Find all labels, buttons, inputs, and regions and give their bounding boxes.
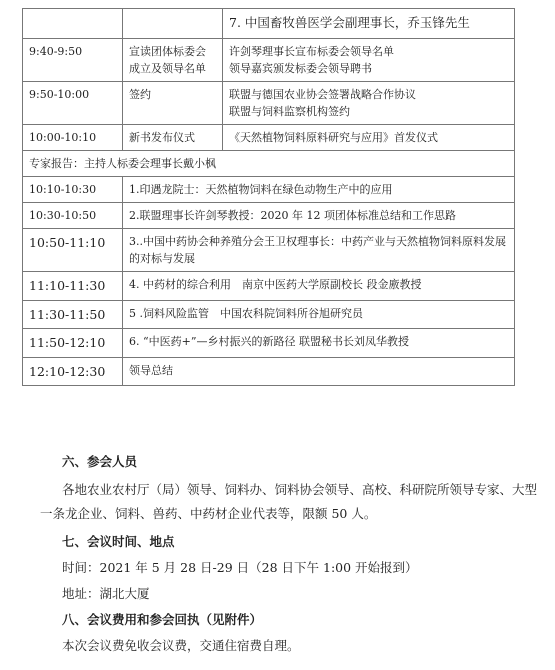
detail-cell: 5 .饲料风险监管 中国农科院饲料所谷旭研究员: [123, 300, 515, 328]
section-heading-time-place: 七、会议时间、地点: [62, 534, 175, 549]
schedule-table: [22, 8, 515, 386]
fees-text: 本次会议费免收会议费，交通住宿费自理。: [62, 638, 300, 653]
attendees-text: 各地农业农村厅（局）领导、饲料办、饲料协会领导、高校、科研院所领导专家、大型一条龙企业、饲料、兽药、中药材企业代表等，限额 50 人。: [40, 482, 538, 521]
detail-line: 许剑琴理事长宣布标委会领导名单: [229, 45, 394, 58]
detail-cell: 4. 中药材的综合利用 南京中医药大学原副校长 段金廒教授: [123, 272, 515, 300]
table-row: [23, 9, 515, 39]
time-cell: 10:10-10:30: [23, 177, 123, 203]
table-row: [23, 272, 515, 300]
section-header-cell: 专家报告：主持人标委会理事长戴小枫: [23, 151, 515, 177]
meeting-address: 地址：湖北大厦: [62, 586, 150, 601]
detail-cell: 3..中国中药协会种养殖分会王卫权理事长：中药产业与天然植物饲料原料发展的对标与发展: [123, 229, 515, 272]
time-cell: 11:10-11:30: [23, 272, 123, 300]
detail-cell: 2.联盟理事长许剑琴教授：2020 年 12 项团体标准总结和工作思路: [123, 203, 515, 229]
item-cell: 宣读团体标委会成立及领导名单: [123, 39, 223, 82]
detail-cell: [223, 39, 515, 82]
table-row: [23, 357, 515, 385]
detail-line: 7. 中国畜牧兽医学会副理事长，乔玉锋先生: [229, 15, 470, 30]
table-row: [23, 82, 515, 125]
meeting-time: 时间：2021 年 5 月 28 日-29 日（28 日下午 1:00 开始报到）: [62, 560, 418, 575]
detail-cell: 《天然植物饲料原料研究与应用》首发仪式: [223, 125, 515, 151]
detail-cell: [223, 82, 515, 125]
time-cell: 10:50-11:10: [23, 229, 123, 272]
table-row: [23, 329, 515, 357]
table-row: [23, 125, 515, 151]
table-row: [23, 151, 515, 177]
detail-cell: [223, 9, 515, 39]
time-cell: 11:30-11:50: [23, 300, 123, 328]
table-row: [23, 39, 515, 82]
table-row: [23, 300, 515, 328]
detail-cell: 领导总结: [123, 357, 515, 385]
table-row: [23, 229, 515, 272]
table-row: [23, 203, 515, 229]
time-cell: [23, 9, 123, 39]
item-cell: 签约: [123, 82, 223, 125]
detail-line: 联盟与德国农业协会签署战略合作协议: [229, 88, 416, 102]
item-cell: [123, 9, 223, 39]
detail-cell: 1.印遇龙院士：天然植物饲料在绿色动物生产中的应用: [123, 177, 515, 203]
time-cell: 10:30-10:50: [23, 203, 123, 229]
section-heading-attendees: 六、参会人员: [62, 454, 138, 469]
time-cell: 10:00-10:10: [23, 125, 123, 151]
detail-line: 联盟与饲料监察机构签约: [229, 105, 350, 119]
time-cell: 11:50-12:10: [23, 329, 123, 357]
detail-cell: 6. “中医药+”—乡村振兴的新路径 联盟秘书长刘凤华教授: [123, 329, 515, 357]
item-cell: 新书发布仪式: [123, 125, 223, 151]
detail-line: 领导嘉宾颁发标委会领导聘书: [229, 62, 372, 76]
table-row: [23, 177, 515, 203]
time-cell: 9:40-9:50: [23, 39, 123, 82]
section-heading-fees: 八、会议费用和参会回执（见附件）: [62, 612, 263, 627]
time-cell: 9:50-10:00: [23, 82, 123, 125]
time-cell: 12:10-12:30: [23, 357, 123, 385]
